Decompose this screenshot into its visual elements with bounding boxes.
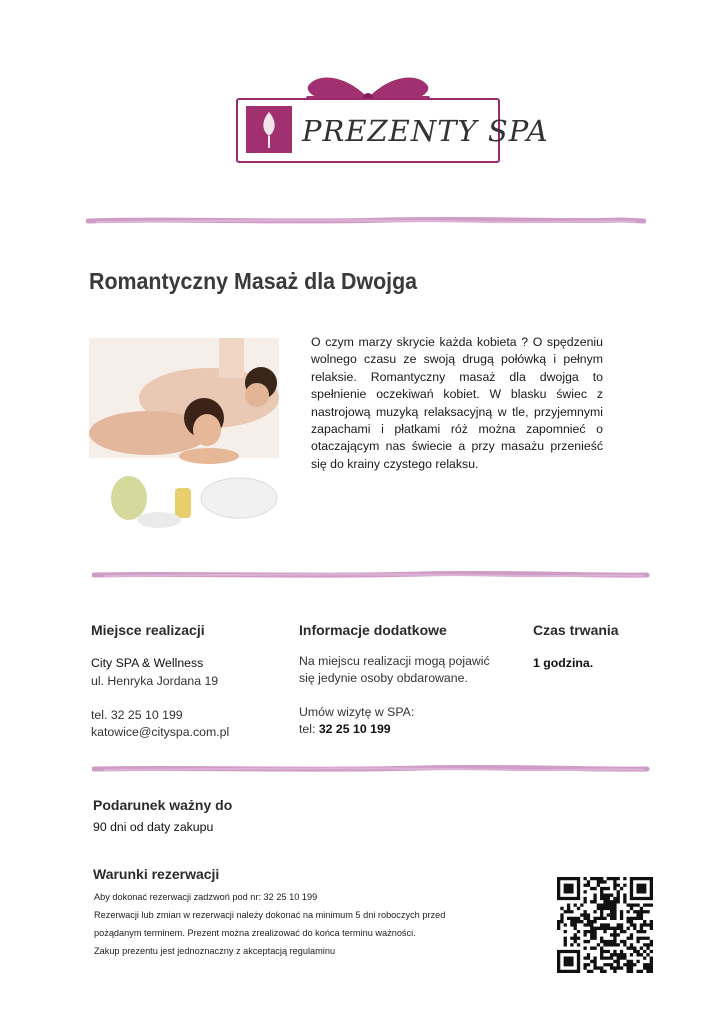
couple-massage-photo bbox=[89, 338, 279, 528]
duration-heading: Czas trwania bbox=[533, 622, 619, 638]
terms-line: Aby dokonać rezerwacji zadzwoń pod nr: 32 25 10 199 bbox=[94, 892, 318, 902]
booking-phone-prefix: tel: bbox=[299, 722, 316, 736]
duration-value: 1 godzina. bbox=[533, 656, 594, 670]
booking-phone-number: 32 25 10 199 bbox=[318, 722, 391, 736]
validity-heading: Podarunek ważny do bbox=[93, 797, 233, 813]
terms-heading: Warunki rezerwacji bbox=[93, 866, 220, 882]
brush-divider bbox=[92, 764, 652, 774]
brush-divider bbox=[92, 570, 652, 580]
terms-line: Zakup prezentu jest jednoznaczny z akceptacją regulaminu bbox=[94, 946, 336, 956]
place-heading: Miejsce realizacji bbox=[91, 622, 205, 638]
qr-modules bbox=[557, 877, 653, 973]
booking-phone bbox=[299, 721, 391, 739]
brush-divider bbox=[86, 216, 646, 226]
terms-line: Rezerwacji lub zmian w rezerwacji należy dokonać na minimum 5 dni roboczych przed bbox=[94, 910, 446, 920]
tulip-icon bbox=[246, 106, 292, 153]
additional-line-1: Na miejscu realizacji mogą pojawić bbox=[299, 654, 490, 668]
description-text: O czym marzy skrycie każda kobieta ? O spędzeniu wolnego czasu ze swoją drugą połówką i pełnym relaksie. Romantyczny masaż dla dwojga to spełnienie oczekiwań kobiet. W blasku świec z nastrojową muzyką relaksacyjną w tle, przyjemnymi zapachami i płatkami róż można zapomnieć o otaczającym nas świecie a przy masażu przenieść się do krainy czystego relaksu. bbox=[311, 335, 603, 471]
booking-label: Umów wizytę w SPA: bbox=[299, 705, 415, 719]
place-email[interactable]: katowice@cityspa.com.pl bbox=[91, 725, 230, 739]
offer-description bbox=[311, 334, 603, 473]
logo-text: PREZENTY SPA bbox=[302, 114, 549, 148]
prezenty-spa-logo bbox=[236, 70, 549, 162]
place-address: ul. Henryka Jordana 19 bbox=[91, 674, 219, 688]
terms-line: pożądanym terminem. Prezent można zrealizować do końca terminu ważności. bbox=[94, 928, 416, 938]
additional-line-2: się jedynie osoby obdarowane. bbox=[299, 671, 468, 685]
additional-heading: Informacje dodatkowe bbox=[299, 622, 447, 638]
place-phone: tel. 32 25 10 199 bbox=[91, 708, 183, 722]
place-name: City SPA & Wellness bbox=[91, 656, 204, 670]
terms-list bbox=[94, 888, 445, 960]
qr-code[interactable] bbox=[557, 877, 653, 973]
page-title: Romantyczny Masaż dla Dwojga bbox=[89, 268, 418, 294]
validity-value: 90 dni od daty zakupu bbox=[93, 820, 214, 834]
logo-frame bbox=[236, 98, 549, 163]
